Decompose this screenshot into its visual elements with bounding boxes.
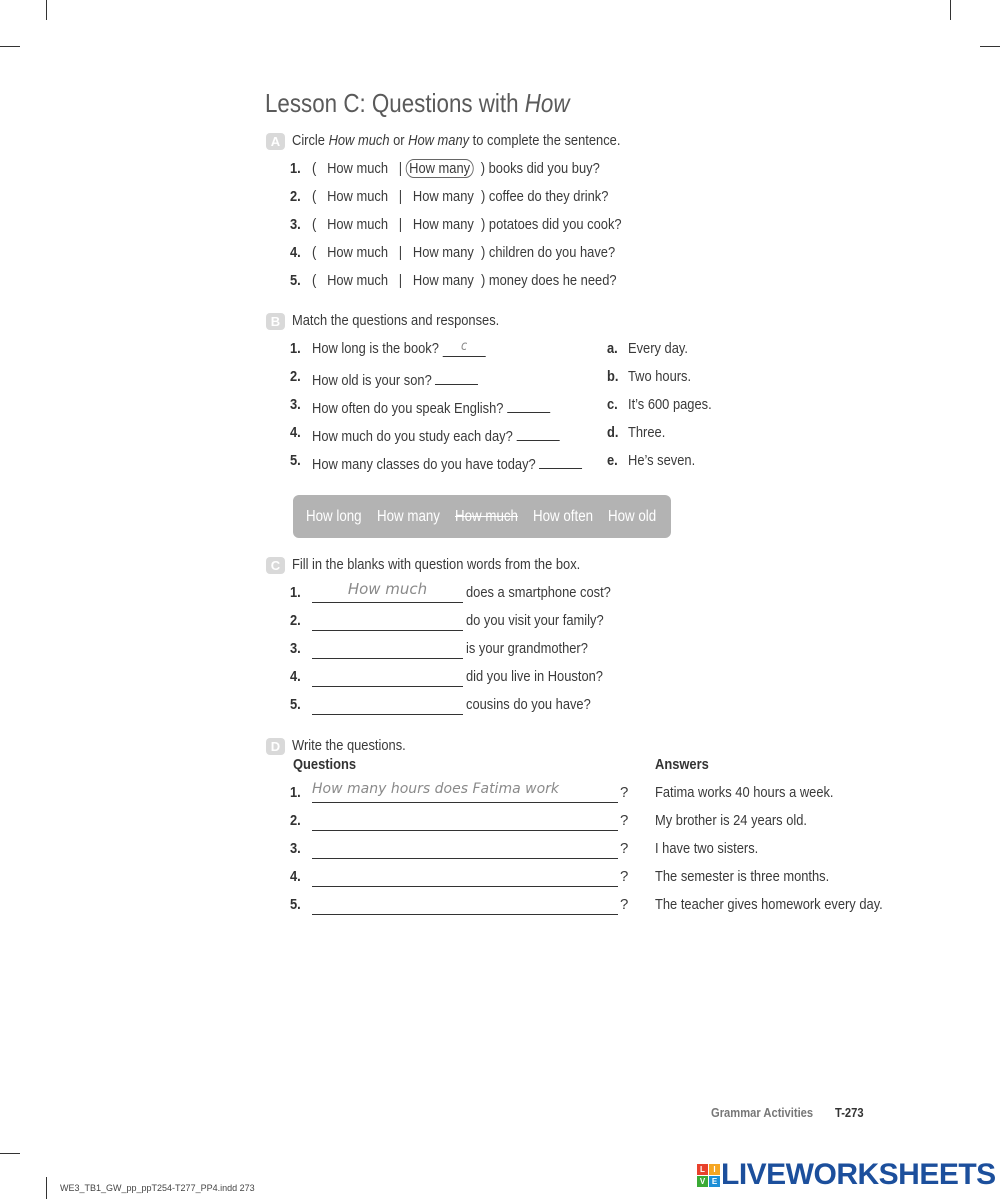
instruction-em: How many [408, 132, 470, 149]
number-text: 1. [290, 340, 301, 357]
header-text: Answers [655, 756, 709, 773]
choice-row-content [312, 244, 615, 261]
option-how-many[interactable]: How many [412, 216, 474, 233]
response-letter [607, 340, 620, 357]
answers-header [655, 756, 718, 773]
item-number [290, 396, 303, 413]
response-content: He’s seven. [628, 452, 696, 469]
word-box-item: How long [306, 508, 362, 525]
open-paren: ( [312, 216, 317, 233]
answer-content: I have two sisters. [655, 840, 759, 857]
option-how-many[interactable]: How many [412, 188, 474, 205]
handwritten-answer: How much [347, 580, 428, 598]
sentence-rest: books did you buy? [488, 160, 600, 177]
qmark-text: ? [620, 840, 629, 857]
word-box [293, 495, 671, 538]
rest-text: cousins do you have? [466, 696, 591, 713]
item-number [290, 244, 303, 261]
number-text: 3. [290, 216, 301, 233]
question-text: How often do you speak English? [312, 400, 504, 417]
response-text [628, 452, 706, 469]
item-number [290, 868, 303, 885]
answer-blank[interactable] [539, 452, 582, 469]
answer-content: Fatima works 40 hours a week. [655, 784, 834, 801]
crop-mark [46, 1177, 47, 1199]
match-question [312, 396, 589, 417]
response-text [628, 340, 698, 357]
match-question [312, 424, 600, 445]
sentence-rest [466, 612, 626, 629]
page-number-text: T-273 [835, 1105, 864, 1120]
question-blank[interactable] [312, 870, 618, 887]
item-number [290, 216, 303, 233]
item-number [290, 452, 303, 469]
fill-blank[interactable] [312, 670, 463, 687]
number-text: 4. [290, 244, 301, 261]
crop-mark [46, 0, 47, 20]
word-box-item-used: How much [455, 508, 518, 525]
answer-text [655, 812, 832, 829]
response-content: Every day. [628, 340, 688, 357]
option-how-much[interactable]: How much [327, 216, 389, 233]
logo-text: LIVEWORKSHEETS [721, 1158, 996, 1191]
instruction-em: How much [328, 132, 390, 149]
response-letter [607, 452, 620, 469]
option-how-much[interactable]: How much [327, 244, 389, 261]
word-box-item: How often [533, 508, 594, 525]
answer-content: My brother is 24 years old. [655, 812, 808, 829]
section-c-instruction [292, 556, 627, 573]
sentence-rest [466, 696, 611, 713]
letter-text: e. [607, 452, 618, 469]
question-text: How long is the book? [312, 340, 439, 357]
question-blank[interactable] [312, 842, 618, 859]
number-text: 2. [290, 612, 301, 629]
item-number [290, 696, 303, 713]
page-title [265, 88, 619, 119]
number-text: 1. [290, 584, 301, 601]
qmark-text: ? [620, 812, 629, 829]
response-text [628, 368, 701, 385]
sentence-rest [466, 584, 634, 601]
open-paren: ( [312, 160, 317, 177]
close-paren: ) [480, 160, 486, 177]
number-text: 5. [290, 272, 301, 289]
logo-square-icon: I [709, 1164, 720, 1175]
crop-mark [0, 1153, 20, 1154]
choice-row-content [312, 272, 617, 289]
question-mark [620, 812, 628, 829]
separator: | [398, 160, 403, 177]
option-how-much[interactable]: How much [327, 188, 389, 205]
section-d-instruction [292, 737, 424, 754]
rest-text: do you visit your family? [466, 612, 604, 629]
crop-mark [0, 46, 20, 47]
logo-square-icon: V [697, 1176, 708, 1187]
match-question [312, 368, 505, 389]
instruction-text: Circle [292, 132, 329, 149]
letter-text: a. [607, 340, 618, 357]
response-content: Three. [628, 424, 666, 441]
item-number [290, 896, 303, 913]
instruction-text: Write the questions. [292, 737, 406, 754]
instruction-text: Match the questions and responses. [292, 312, 500, 329]
title-main: Lesson C: Questions with [265, 88, 525, 118]
instruction-text: to complete the sentence. [469, 132, 621, 149]
separator: | [398, 188, 403, 205]
separator: | [398, 216, 403, 233]
number-text: 4. [290, 868, 301, 885]
section-b-instruction [292, 312, 533, 329]
open-paren: ( [312, 188, 317, 205]
response-content: Two hours. [628, 368, 692, 385]
open-paren: ( [312, 244, 317, 261]
fill-blank[interactable] [312, 580, 463, 603]
item-number [290, 584, 303, 601]
item-number [290, 272, 303, 289]
match-question-content [312, 340, 486, 357]
sentence-rest [466, 668, 625, 685]
close-paren: ) [481, 244, 486, 261]
item-number [290, 160, 303, 177]
sentence-rest: coffee do they drink? [488, 188, 609, 205]
footer-label-text: Grammar Activities [711, 1105, 814, 1120]
open-paren: ( [312, 272, 317, 289]
match-question-content [312, 396, 550, 417]
match-question-content [312, 368, 478, 389]
title-emphasis: How [524, 88, 570, 118]
answer-blank[interactable] [443, 340, 486, 357]
response-text [628, 424, 671, 441]
item-number [290, 424, 303, 441]
question-mark [620, 784, 628, 801]
choice-row-content [312, 160, 600, 177]
logo-square-icon: E [709, 1176, 720, 1187]
rest-text: does a smartphone cost? [466, 584, 611, 601]
match-question [312, 452, 626, 473]
question-text: How old is your son? [312, 372, 432, 389]
instruction-text: or [389, 132, 409, 149]
option-how-many[interactable]: How many [406, 159, 474, 178]
number-text: 5. [290, 896, 301, 913]
number-text: 2. [290, 368, 301, 385]
item-number [290, 612, 303, 629]
choice-row [312, 160, 647, 177]
fill-blank[interactable] [312, 698, 463, 715]
questions-header [293, 756, 366, 773]
number-text: 2. [290, 812, 301, 829]
answer-text [655, 784, 863, 801]
item-number [290, 812, 303, 829]
section-c-badge: C [266, 557, 285, 574]
choice-row [312, 188, 657, 205]
number-text: 1. [290, 160, 301, 177]
option-how-much[interactable]: How much [327, 160, 389, 177]
crop-mark [950, 0, 951, 20]
number-text: 3. [290, 396, 301, 413]
number-text: 5. [290, 696, 301, 713]
response-letter [607, 424, 620, 441]
number-text: 3. [290, 640, 301, 657]
qmark-text: ? [620, 784, 629, 801]
response-text [628, 396, 725, 413]
letter-text: c. [607, 396, 618, 413]
logo-square-icon: L [697, 1164, 708, 1175]
question-blank[interactable] [312, 814, 618, 831]
handwritten-answer: c [460, 339, 468, 354]
rest-text: did you live in Houston? [466, 668, 603, 685]
response-content: It’s 600 pages. [628, 396, 712, 413]
section-a-instruction [292, 132, 674, 149]
choice-row-content [312, 188, 608, 205]
sentence-rest: money does he need? [488, 272, 617, 289]
choice-row [312, 216, 672, 233]
number-text: 4. [290, 424, 301, 441]
choice-row-content [312, 216, 622, 233]
sentence-rest: children do you have? [488, 244, 616, 261]
option-how-many[interactable]: How many [412, 272, 474, 289]
section-a-badge: A [266, 133, 285, 150]
choice-row [312, 244, 664, 261]
match-question [312, 340, 514, 357]
question-text: How many classes do you have today? [312, 456, 536, 473]
item-number [290, 668, 303, 685]
file-info: WE3_TB1_GW_pp_ppT254-T277_PP4.indd 273 [60, 1183, 255, 1193]
question-mark [620, 840, 628, 857]
close-paren: ) [481, 272, 486, 289]
header-text: Questions [293, 756, 357, 773]
choice-row [312, 272, 666, 289]
word-box-item: How many [377, 508, 440, 525]
match-question-content [312, 452, 582, 473]
page-number [835, 1105, 868, 1120]
instruction-text: Fill in the blanks with question words from the box. [292, 556, 581, 573]
handwritten-question: How many hours does Fatima work [312, 781, 559, 797]
answer-text [655, 840, 775, 857]
item-number [290, 640, 303, 657]
item-number [290, 784, 303, 801]
item-number [290, 340, 303, 357]
letter-text: b. [607, 368, 619, 385]
word-box-item: How old [608, 508, 657, 525]
separator: | [398, 272, 403, 289]
answer-blank[interactable] [435, 368, 478, 385]
question-text: How much do you study each day? [312, 428, 513, 445]
question-blank[interactable] [312, 781, 618, 803]
option-how-much[interactable]: How much [327, 272, 389, 289]
response-letter [607, 396, 620, 413]
answer-blank[interactable] [516, 424, 559, 441]
item-number [290, 188, 303, 205]
response-letter [607, 368, 620, 385]
qmark-text: ? [620, 896, 629, 913]
answer-text [655, 896, 920, 913]
sentence-rest [466, 640, 608, 657]
question-mark [620, 868, 628, 885]
item-number [290, 368, 303, 385]
number-text: 2. [290, 188, 301, 205]
rest-text: is your grandmother? [466, 640, 588, 657]
liveworksheets-logo[interactable] [697, 1158, 997, 1196]
match-question-content [312, 424, 559, 445]
separator: | [398, 244, 403, 261]
question-blank[interactable] [312, 898, 618, 915]
answer-content: The semester is three months. [655, 868, 830, 885]
number-text: 3. [290, 840, 301, 857]
crop-mark [980, 46, 1000, 47]
section-b-badge: B [266, 313, 285, 330]
qmark-text: ? [620, 868, 629, 885]
number-text: 1. [290, 784, 301, 801]
sentence-rest: potatoes did you cook? [488, 216, 622, 233]
number-text: 4. [290, 668, 301, 685]
close-paren: ) [481, 188, 486, 205]
answer-content: The teacher gives homework every day. [655, 896, 883, 913]
fill-blank[interactable] [312, 614, 463, 631]
close-paren: ) [481, 216, 486, 233]
number-text: 5. [290, 452, 301, 469]
footer-section-label [711, 1105, 830, 1120]
question-mark [620, 896, 628, 913]
item-number [290, 840, 303, 857]
answer-text [655, 868, 858, 885]
letter-text: d. [607, 424, 619, 441]
fill-blank[interactable] [312, 642, 463, 659]
section-d-badge: D [266, 738, 285, 755]
answer-blank[interactable] [507, 396, 550, 413]
option-how-many[interactable]: How many [412, 244, 474, 261]
